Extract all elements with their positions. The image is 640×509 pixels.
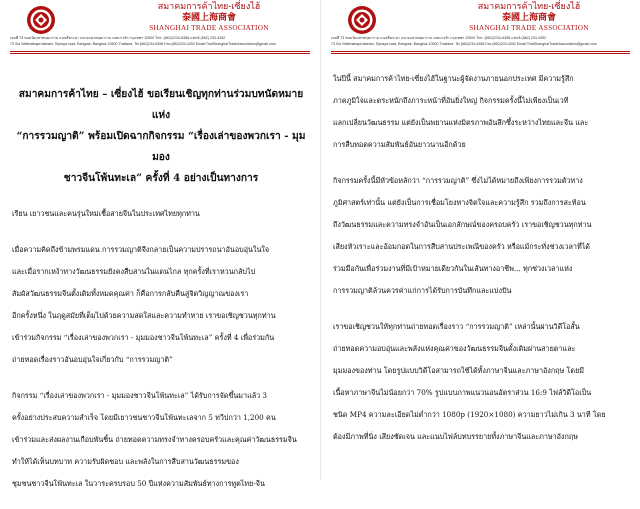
text-line: ในปีนี้ สมาคมการค้าไทย-เซี่ยงไฮ้ในฐานะผู้จัดงานภายนอกประเทศ มีความรู้สึก: [333, 74, 574, 83]
paragraph-organizer: [333, 68, 630, 156]
org-name-block: [114, 2, 304, 33]
text-line: แลกเปลี่ยนวัฒนธรรม แต่ยังเป็นพยานแห่งมิตรภาพอันลึกซึ้งระหว่างไทยและจีน และ: [333, 118, 589, 127]
org-name-english: SHANGHAI TRADE ASSOCIATION: [469, 24, 589, 32]
text-line: เข้าร่วมและส่งผลงานเกือบพันชิ้น ถ่ายทอดความทรงจำทางครอบครัวและคุณค่าวัฒนธรรมจีน: [12, 435, 297, 444]
text-line: ชุมชนชาวจีนโพ้นทะเล ในวาระครบรอบ 50 ปีแห่งความสัมพันธ์ทางการทูตไทย-จีน: [12, 479, 265, 488]
letterhead: [327, 0, 634, 52]
address-english: 73 Soi Wattmahapruttaram, Sipraya road, Bangrak, Bangkok 10500 Thailand. Tel.(662)234-6358 Fax.(662)233-4392 Email:ThaiShanghaiTradeAssociation@gmail.com: [10, 41, 276, 46]
org-name-block: [434, 2, 624, 33]
text-line: อีกครั้งหนึ่ง ในฤดูสมัยที่เต็มไปด้วยความสดใสและความทำทาย เราขอเชิญชวนทุกท่าน: [12, 311, 276, 320]
text-line: กิจกรรมครั้งนี้มีหัวข้อหลักว่า “การรวมญาติ” ซึ่งไม่ได้หมายถึงเพียงการรวมตัวทาง: [333, 176, 583, 185]
address-thai: เลขที่ 73 ซอยวัดมหาพฤฒาราม ถนนสี่พระยา แขวงมหาพฤฒาราม เขตบางรัก กรุงเทพฯ 10500 โทร. (662)2234-6358 แฟกซ์ (662) 233-4392: [10, 36, 226, 40]
text-line: การรวมญาติล้วนควรค่าแก่การได้รับการบันทึกและแบ่งปัน: [333, 286, 512, 295]
text-line: ทำให้ได้เห็นบทบาท ความรับผิดชอบ และพลังในการสืบสานวัฒนธรรมของ: [12, 457, 239, 466]
text-line: มุมมองของท่าน โดยรูปแบบวิดีโอสามารถใช้ได้ทั้งภาษาจีนและภาษาอังกฤษ โดยมี: [333, 366, 585, 375]
org-name-thai: สมาคมการค้าไทย-เซี่ยงไฮ้: [157, 2, 261, 12]
header-rule: [10, 51, 310, 52]
text-line: ถ่ายทอดเรื่องราวอันอบอุ่นใจเกี่ยวกับ “การรวมญาติ”: [12, 355, 173, 364]
text-line: ถ่ายทอดความอบอุ่นและพลังแห่งคุณค่าของวัฒนธรรมจีนดั้งเดิมผ่านสายตาและ: [333, 344, 576, 353]
header-rule-thin: [331, 53, 630, 54]
text-line: ร่วมมือกันเพื่อร่วมงานที่มีเป้าหมายเดียวกันในเส้นทางอาชีพ... ทุกช่วงเวลาแห่ง: [333, 264, 573, 273]
text-line: เมื่อความคิดถึงข้ามพรมแดน การรวมญาติจึงกลายเป็นความปรารถนาอันอบอุ่นในใจ: [12, 245, 270, 254]
address-block: [331, 36, 630, 47]
text-line: ชนิด MP4 ความละเอียดไม่ต่ำกว่า 1080p (1920×1080) ความยาวไม่เกิน 3 นาที โดย: [333, 410, 606, 419]
paragraph-history: [12, 385, 310, 495]
text-line: ถึงวัฒนธรรมและความทรงจำอันเป็นเอกลักษณ์ของครอบครัว เราขอเชิญชวนทุกท่าน: [333, 220, 592, 229]
title-line: ชาวจีนโพ้นทะเล” ครั้งที่ 4 อย่างเป็นทางการ: [63, 172, 259, 184]
paragraph-theme: [333, 170, 630, 302]
org-name-chinese: 泰國上海商會: [181, 13, 236, 23]
left-body: [12, 58, 310, 509]
text-line: เข้าร่วมกิจกรรม “เรื่องเล่าของพวกเรา - มุมมองชาวจีนโพ้นทะเล” ครั้งที่ 4 เพื่อร่วมกัน: [12, 333, 275, 342]
paragraph-intro: [12, 239, 310, 371]
text-line: ครั้งอย่างประสบความสำเร็จ โดยมีเยาวชนชาวจีนโพ้นทะเลจาก 5 ทวีปกว่า 1,200 คน: [12, 413, 276, 422]
address-english: 73 Soi Wattmahapruttaram, Sipraya road, Bangrak, Bangkok 10500 Thailand. Tel.(662)234-6358 Fax.(662)233-4392 Email:ThaiShanghaiTradeAssociation@gmail.com: [331, 41, 597, 46]
text-line: การสืบทอดความสัมพันธ์อันยาวนานอีกด้วย: [333, 140, 466, 149]
text-line: ภูมิศาสตร์เท่านั้น แต่ยังเป็นการเชื่อมโยงทางจิตใจและความรู้สึก รวมถึงการสะท้อน: [333, 198, 586, 207]
association-seal-logo-icon: [26, 5, 56, 35]
text-line: เราขอเชิญชวนให้ทุกท่านถ่ายทอดเรื่องราว “การรวมญาติ” เหล่านั้นผ่านวิดีโอสั้น: [333, 322, 580, 331]
org-name-english: SHANGHAI TRADE ASSOCIATION: [149, 24, 269, 32]
text-line: ภาคภูมิใจและตระหนักถึงภาระหน้าที่อันยิ่งใหญ่ กิจกรรมครั้งนี้ไม่เพียงเป็นเวที: [333, 96, 569, 105]
text-line: กิจกรรม “เรื่องเล่าของพวกเรา - มุมมองชาวจีนโพ้นทะเล” ได้รับการจัดขึ้นมาแล้ว 3: [12, 391, 267, 400]
org-name-thai: สมาคมการค้าไทย-เซี่ยงไฮ้: [477, 2, 581, 12]
title-line: “การรวมญาติ” พร้อมเปิดฉากกิจกรรม “เรื่องเล่าของพวกเรา - มุมมอง: [16, 130, 306, 163]
text-line: เนื้อหาภาษาจีนไม่น้อยกว่า 70% รูปแบบภาพแนวนอนอัตราส่วน 16:9 ไฟล์วิดีโอเป็น: [333, 388, 592, 397]
text-line: สัมผัสวัฒนธรรมจีนตั้งเดิมทั้งหมดคุณค่า ก็คือการกลับคืนสู่จิตวิญญาณของเรา: [12, 289, 249, 298]
paragraph-requirements: [333, 316, 630, 448]
right-body: [333, 68, 630, 462]
greeting: เรียน เยาวชนและคนรุ่นใหม่เชื้อสายจีนในประเทศไทยทุกท่าน: [12, 209, 200, 218]
org-name-chinese: 泰國上海商會: [501, 13, 556, 23]
text-line: และเมื่อรากเหง้าทางวัฒนธรรมยังคงสืบสานในแดนไกล ทุกครั้งที่เราหวนกลับไป: [12, 267, 256, 276]
title-line: สมาคมการค้าไทย – เซี่ยงไฮ้ ขอเรียนเชิญทุกท่านร่วมบทนัดหมายแห่ง: [18, 88, 304, 121]
letterhead: [6, 0, 314, 52]
header-rule-thin: [10, 53, 310, 54]
text-line: เสียงหัวเราะและอ้อมกอดในการสืบสานประเพณีของครัว หรือแม้กระทั่งช่วงเวลาที่ได้: [333, 242, 590, 251]
right-page: [320, 0, 640, 480]
header-rule: [331, 51, 630, 52]
text-line: ต้องมีภาพที่นิ่ง เสียงชัดเจน และแนบไฟล์บทบรรยายทั้งภาษาจีนและภาษาอังกฤษ: [333, 432, 578, 441]
address-block: [10, 36, 310, 47]
left-page: [0, 0, 320, 488]
association-seal-logo-icon: [347, 5, 377, 35]
document-title: [12, 84, 310, 189]
address-thai: เลขที่ 73 ซอยวัดมหาพฤฒาราม ถนนสี่พระยา แขวงมหาพฤฒาราม เขตบางรัก กรุงเทพฯ 10500 โทร. (662)2234-6358 แฟกซ์ (662) 233-4392: [331, 36, 547, 40]
